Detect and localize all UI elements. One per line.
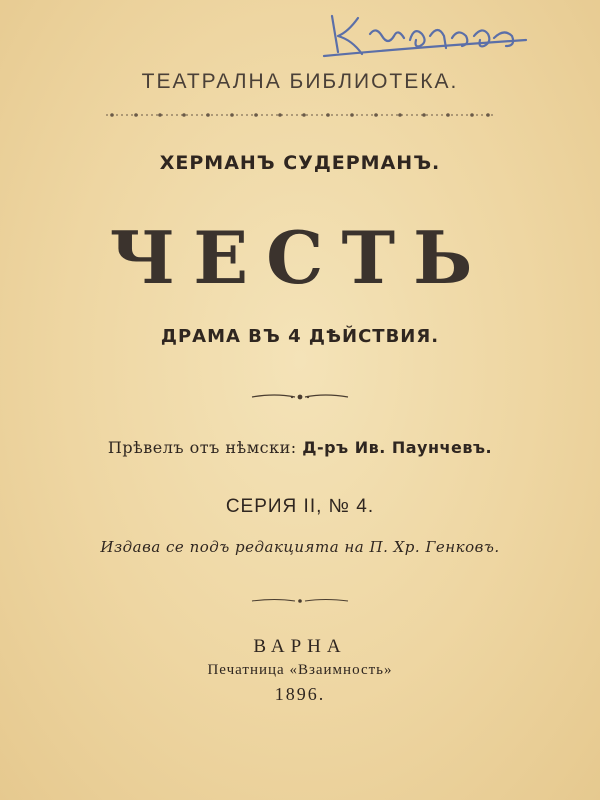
ornamental-divider-bottom: [250, 596, 350, 606]
publication-year: 1896.: [274, 684, 326, 704]
translator-line: [0, 438, 600, 457]
handwritten-signature: [318, 6, 538, 64]
book-subtitle: ДРАМА ВЪ 4 ДѢЙСТВИЯ.: [160, 326, 440, 347]
editor-line: Издава се подъ редакцията на П. Хр. Генковъ.: [100, 538, 500, 556]
publication-city: ВАРНА: [253, 636, 347, 657]
dotted-ornament-rule: [106, 110, 494, 120]
book-title: ЧЕСТЬ: [109, 215, 491, 300]
author-name: ХЕРМАНЪ СУДЕРМАНЪ.: [159, 152, 441, 174]
printing-house: Печатница «Взаимность»: [207, 662, 393, 678]
translator-name: Д-ръ Ив. Паунчевъ.: [302, 438, 493, 457]
translator-lead: Прѣвелъ отъ нѣмски:: [107, 438, 303, 457]
ornamental-divider-top: [250, 392, 350, 402]
series-title: ТЕАТРАЛНА БИБЛИОТЕКА.: [141, 70, 459, 93]
series-number: СЕРИЯ II, № 4.: [225, 496, 375, 517]
